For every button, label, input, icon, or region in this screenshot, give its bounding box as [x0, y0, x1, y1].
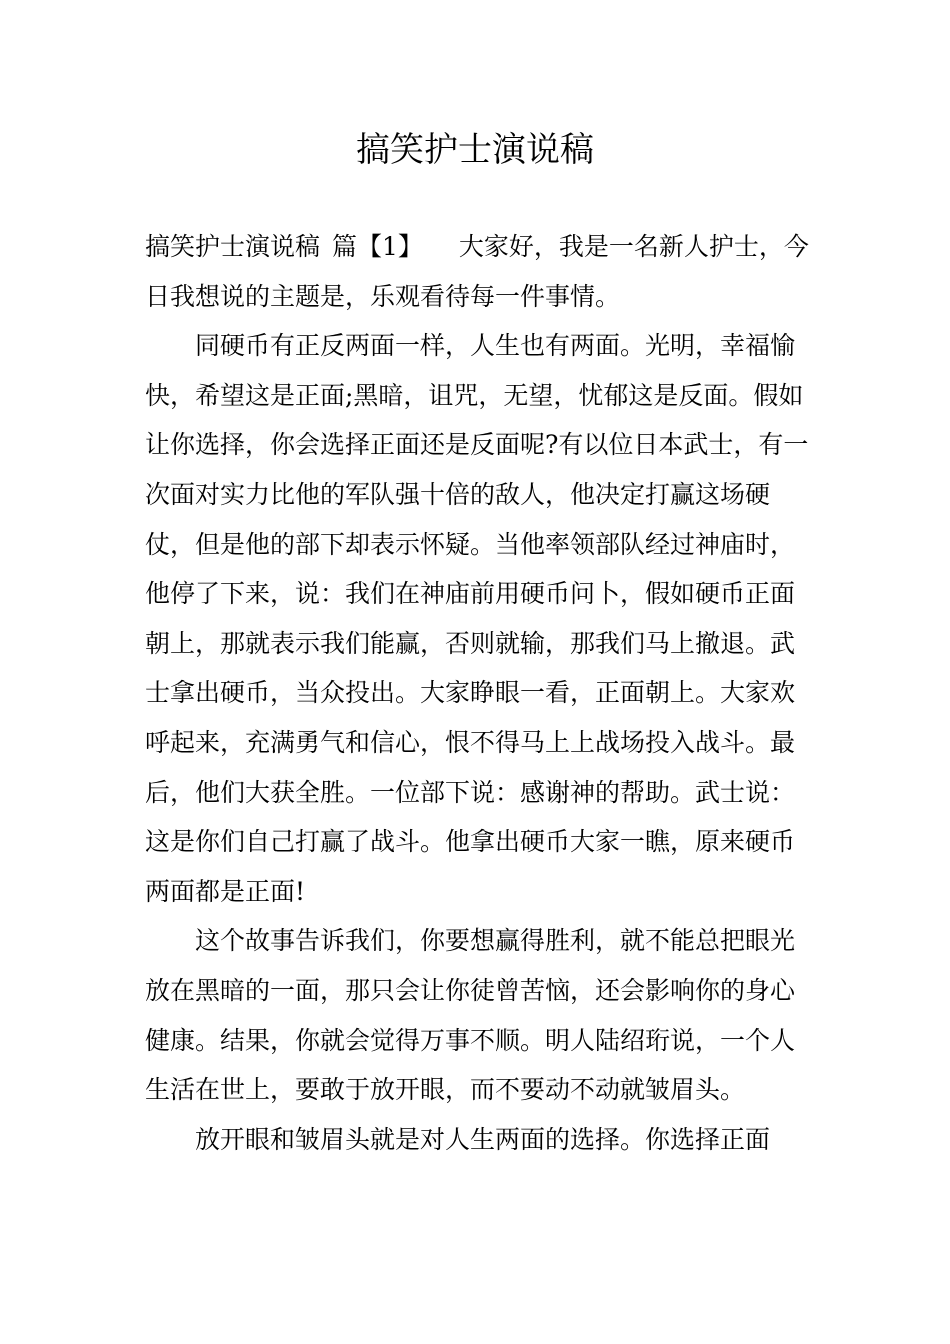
paragraph: 同硬币有正反两面一样，人生也有两面。光明，幸福愉快，希望这是正面;黑暗，诅咒，无望，忧郁这是反面。假如让你选择，你会选择正面还是反面呢?有以位日本武士，有一次面对实力比他的军队强十倍的敌人，他决定打赢这场硬仗，但是他的部下却表示怀疑。当他率领部队经过神庙时，他停了下来，说：我们在神庙前用硬币问卜，假如硬币正面朝上，那就表示我们能赢，否则就输，那我们马上撤退。武士拿出硬币，当众投出。大家睁眼一看，正面朝上。大家欢呼起来，充满勇气和信心，恨不得马上上战场投入战斗。最后，他们大获全胜。一位部下说：感谢神的帮助。武士说：这是你们自己打赢了战斗。他拿出硬币大家一瞧，原来硬币两面都是正面! [145, 331, 809, 906]
paragraph: 这个故事告诉我们，你要想赢得胜利，就不能总把眼光放在黑暗的一面，那只会让你徒曾苦恼，还会影响你的身心健康。结果，你就会觉得万事不顺。明人陆绍珩说，一个人生活在世上，要敢于放开眼，而不要动不动就皱眉头。 [145, 926, 796, 1105]
paragraph-text: 大家好，我是一名新人护士，今日我想说的主题是，乐观看待每一件事情。 [145, 232, 809, 311]
article-heading-label: 搞笑护士演说稿 [145, 232, 321, 261]
paragraph: 放开眼和皱眉头就是对人生两面的选择。你选择正面 [195, 1124, 771, 1154]
document-body [145, 222, 815, 1164]
article-number-tag: 篇【1】 [332, 232, 423, 261]
document-title: 搞笑护士演说稿 [356, 130, 594, 170]
first-paragraph [145, 222, 815, 321]
